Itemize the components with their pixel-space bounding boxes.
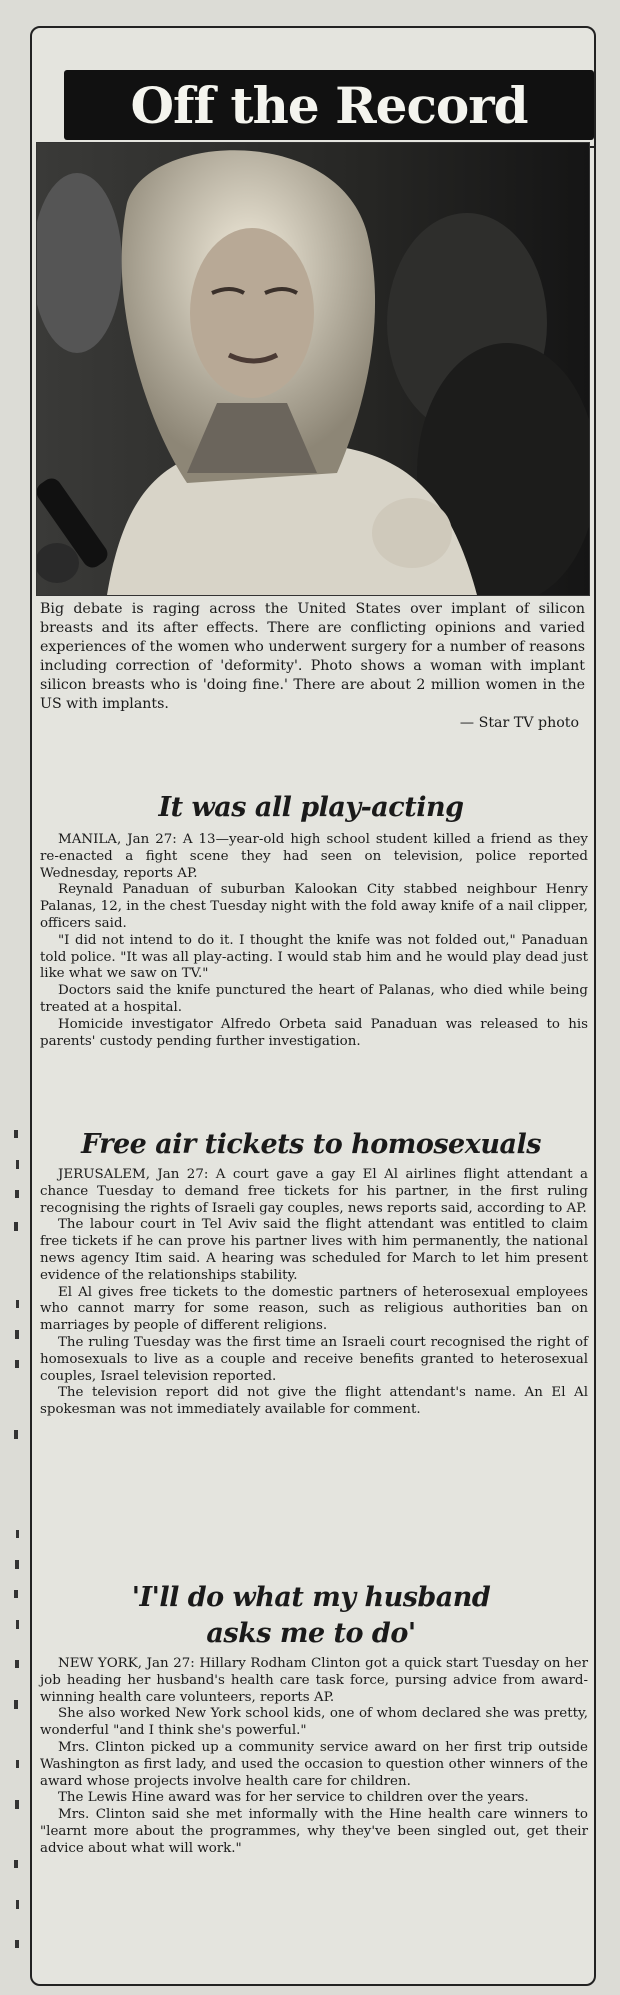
- story-paragraph: "I did not intend to do it. I thought the knife was not folded out," Panaduan told police. "It was all play-acting. I would stab him and he would play dead just like what we saw on TV.": [40, 932, 588, 982]
- story-paragraph: Homicide investigator Alfredo Orbeta said Panaduan was released to his parents' custody pending further investigation.: [40, 1016, 588, 1049]
- headline-husband-line2: asks me to do': [206, 1618, 416, 1649]
- news-photo: [36, 142, 590, 596]
- story-paragraph: The ruling Tuesday was the first time an Israeli court recognised the right of homosexuals to live as a couple and receive benefits granted to heterosexual couples, Israel television reported.: [40, 1334, 588, 1384]
- story-paragraph: The labour court in Tel Aviv said the flight attendant was entitled to claim free tickets if he can prove his partner lives with him permanently, the national news agency Itim said. A hearing was scheduled for March to let him present evidence of the relationships stability.: [40, 1217, 588, 1283]
- bleed-through-text: [250, 1535, 490, 1549]
- story-husband: [40, 1656, 588, 1858]
- story-paragraph: Mrs. Clinton said she met informally with the Hine health care winners to "learnt more about the programmes, why they've been singled out, get their advice about what will work.": [40, 1807, 588, 1856]
- photo-caption: [40, 600, 585, 733]
- headline-play-acting: It was all play-acting: [158, 792, 464, 823]
- story-play-acting: [40, 832, 588, 1050]
- masthead-title: Off the Record: [130, 75, 528, 135]
- headline-husband: [36, 1580, 586, 1652]
- headline-husband-line1: 'I'll do what my husband: [131, 1582, 491, 1613]
- headline-air-tickets: Free air tickets to homosexuals: [81, 1129, 541, 1160]
- story-paragraph: El Al gives free tickets to the domestic partners of heterosexual employees who cannot marry for some reason, such as religious authorities ban on marriages by people of different religions.: [40, 1284, 588, 1334]
- masthead-banner: [64, 70, 594, 140]
- story-paragraph: The Lewis Hine award was for her service to children over the years.: [58, 1790, 529, 1806]
- story-paragraph: NEW YORK, Jan 27: Hillary Rodham Clinton got a quick start Tuesday on her job heading her husband's health care task force, pursing advice from award-winning health care volunteers, reports AP.: [40, 1656, 588, 1705]
- story-paragraph: Mrs. Clinton picked up a community service award on her first trip outside Washington as first lady, and used the occasion to question other winners of the award whose projects involve health care for children.: [40, 1739, 588, 1789]
- story-paragraph: She also worked New York school kids, one of whom declared she was pretty, wonderful "and I think she's powerful.": [40, 1706, 588, 1739]
- adjacent-column-edge: [0, 0, 28, 1995]
- story-paragraph: JERUSALEM, Jan 27: A court gave a gay El Al airlines flight attendant a chance Tuesday to demand free tickets for his partner, in the first ruling recognising the rights of Israeli gay couples, news reports said, according to AP.: [40, 1167, 588, 1216]
- caption-text: Big debate is raging across the United States over implant of silicon breasts and its after effects. There are conflicting opinions and varied experiences of the women who underwent surgery for a number of reasons including correction of 'deformity'. Photo shows a woman with implant silicon breasts who is 'doing fine.' There are about 2 million women in the US with implants.: [40, 601, 585, 712]
- woman-with-microphone-photo: [37, 143, 589, 595]
- story-paragraph: Doctors said the knife punctured the heart of Palanas, who died while being treated at a hospital.: [40, 983, 588, 1015]
- story-paragraph: The television report did not give the flight attendant's name. An El Al spokesman was not immediately available for comment.: [40, 1385, 588, 1418]
- story-air-tickets: [40, 1167, 588, 1419]
- story-paragraph: Reynald Panaduan of suburban Kalookan City stabbed neighbour Henry Palanas, 12, in the chest Tuesday night with the fold away knife of a nail clipper, officers said.: [40, 882, 588, 931]
- photo-credit: — Star TV photo: [459, 715, 579, 731]
- story-paragraph: MANILA, Jan 27: A 13—year-old high school student killed a friend as they re-enacted a fight scene they had seen on television, police reported Wednesday, reports AP.: [40, 832, 588, 881]
